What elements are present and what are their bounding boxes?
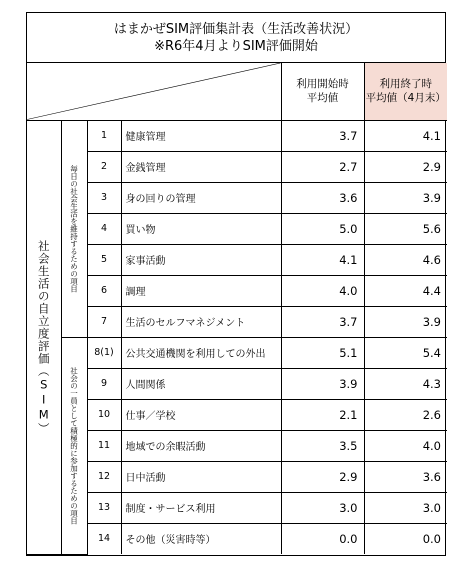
item-name: 仕事／学校: [121, 399, 281, 430]
end-average: 0.0: [364, 523, 447, 554]
table-row: [27, 492, 447, 523]
col-header-start-line1: 利用開始時: [296, 78, 349, 91]
table-row: [27, 430, 447, 461]
item-name: 調理: [121, 275, 281, 306]
item-number: 14: [87, 523, 121, 554]
group-label-daily: 毎日の社会生活を維持するための項目: [61, 120, 87, 337]
diagonal-line: [27, 63, 281, 120]
end-average: 3.9: [364, 306, 447, 337]
start-average: 2.9: [281, 461, 364, 492]
item-name: 地域での余暇活動: [121, 430, 281, 461]
item-name: 身の回りの管理: [121, 182, 281, 213]
sheet-title: [27, 13, 445, 63]
table-row: [27, 120, 447, 151]
item-number: 1: [87, 120, 121, 151]
table-row: [27, 461, 447, 492]
col-header-end-line1: 利用終了時: [379, 78, 432, 91]
table-row: [27, 306, 447, 337]
end-average: 4.0: [364, 430, 447, 461]
end-average: 3.9: [364, 182, 447, 213]
item-name: 金銭管理: [121, 151, 281, 182]
start-average: 3.5: [281, 430, 364, 461]
item-name: 買い物: [121, 213, 281, 244]
table-row: [27, 399, 447, 430]
col-header-end-line2: 平均値（4月末）: [365, 92, 446, 105]
end-average: 4.6: [364, 244, 447, 275]
start-average: 0.0: [281, 523, 364, 554]
end-average: 3.6: [364, 461, 447, 492]
table-row: [27, 213, 447, 244]
category-main-label: 社会生活の自立度評価（SIM）: [27, 120, 61, 554]
table-row: [27, 151, 447, 182]
header-row: [27, 63, 447, 120]
item-number: 7: [87, 306, 121, 337]
item-number: 10: [87, 399, 121, 430]
table-row: [27, 182, 447, 213]
col-header-start-line2: 平均値: [306, 92, 339, 105]
item-number: 3: [87, 182, 121, 213]
item-number: 9: [87, 368, 121, 399]
table-row: [27, 337, 447, 368]
col-header-start: [281, 63, 364, 120]
group-label-social: 社会の一員として積極的に参加するための項目: [61, 337, 87, 554]
item-number: 12: [87, 461, 121, 492]
table-row: [27, 275, 447, 306]
item-number: 13: [87, 492, 121, 523]
end-average: 2.6: [364, 399, 447, 430]
start-average: 3.7: [281, 120, 364, 151]
start-average: 2.1: [281, 399, 364, 430]
title-line-1: はまかぜSIM評価集計表（生活改善状況）: [113, 22, 359, 37]
table-row: [27, 244, 447, 275]
end-average: 2.9: [364, 151, 447, 182]
start-average: 3.6: [281, 182, 364, 213]
table-row: [27, 523, 447, 554]
item-name: 生活のセルフマネジメント: [121, 306, 281, 337]
item-number: 11: [87, 430, 121, 461]
item-name: その他（災害時等）: [121, 523, 281, 554]
item-number: 4: [87, 213, 121, 244]
diagonal-header-cell: [27, 63, 281, 120]
start-average: 3.9: [281, 368, 364, 399]
end-average: 5.4: [364, 337, 447, 368]
start-average: 4.1: [281, 244, 364, 275]
item-name: 公共交通機関を利用しての外出: [121, 337, 281, 368]
item-number: 6: [87, 275, 121, 306]
end-average: 5.6: [364, 213, 447, 244]
item-name: 日中活動: [121, 461, 281, 492]
item-number: 8(1): [87, 337, 121, 368]
item-number: 5: [87, 244, 121, 275]
start-average: 2.7: [281, 151, 364, 182]
start-average: 3.0: [281, 492, 364, 523]
start-average: 5.0: [281, 213, 364, 244]
start-average: 3.7: [281, 306, 364, 337]
start-average: 5.1: [281, 337, 364, 368]
end-average: 4.4: [364, 275, 447, 306]
start-average: 4.0: [281, 275, 364, 306]
item-name: 健康管理: [121, 120, 281, 151]
item-number: 2: [87, 151, 121, 182]
table-row: [27, 368, 447, 399]
item-name: 家事活動: [121, 244, 281, 275]
sim-table: [27, 63, 447, 555]
end-average: 4.3: [364, 368, 447, 399]
col-header-end: [364, 63, 447, 120]
title-line-2: ※R6年4月よりSIM評価開始: [154, 39, 318, 54]
sim-summary-sheet: [26, 12, 446, 556]
end-average: 4.1: [364, 120, 447, 151]
item-name: 制度・サービス利用: [121, 492, 281, 523]
item-name: 人間関係: [121, 368, 281, 399]
end-average: 3.0: [364, 492, 447, 523]
